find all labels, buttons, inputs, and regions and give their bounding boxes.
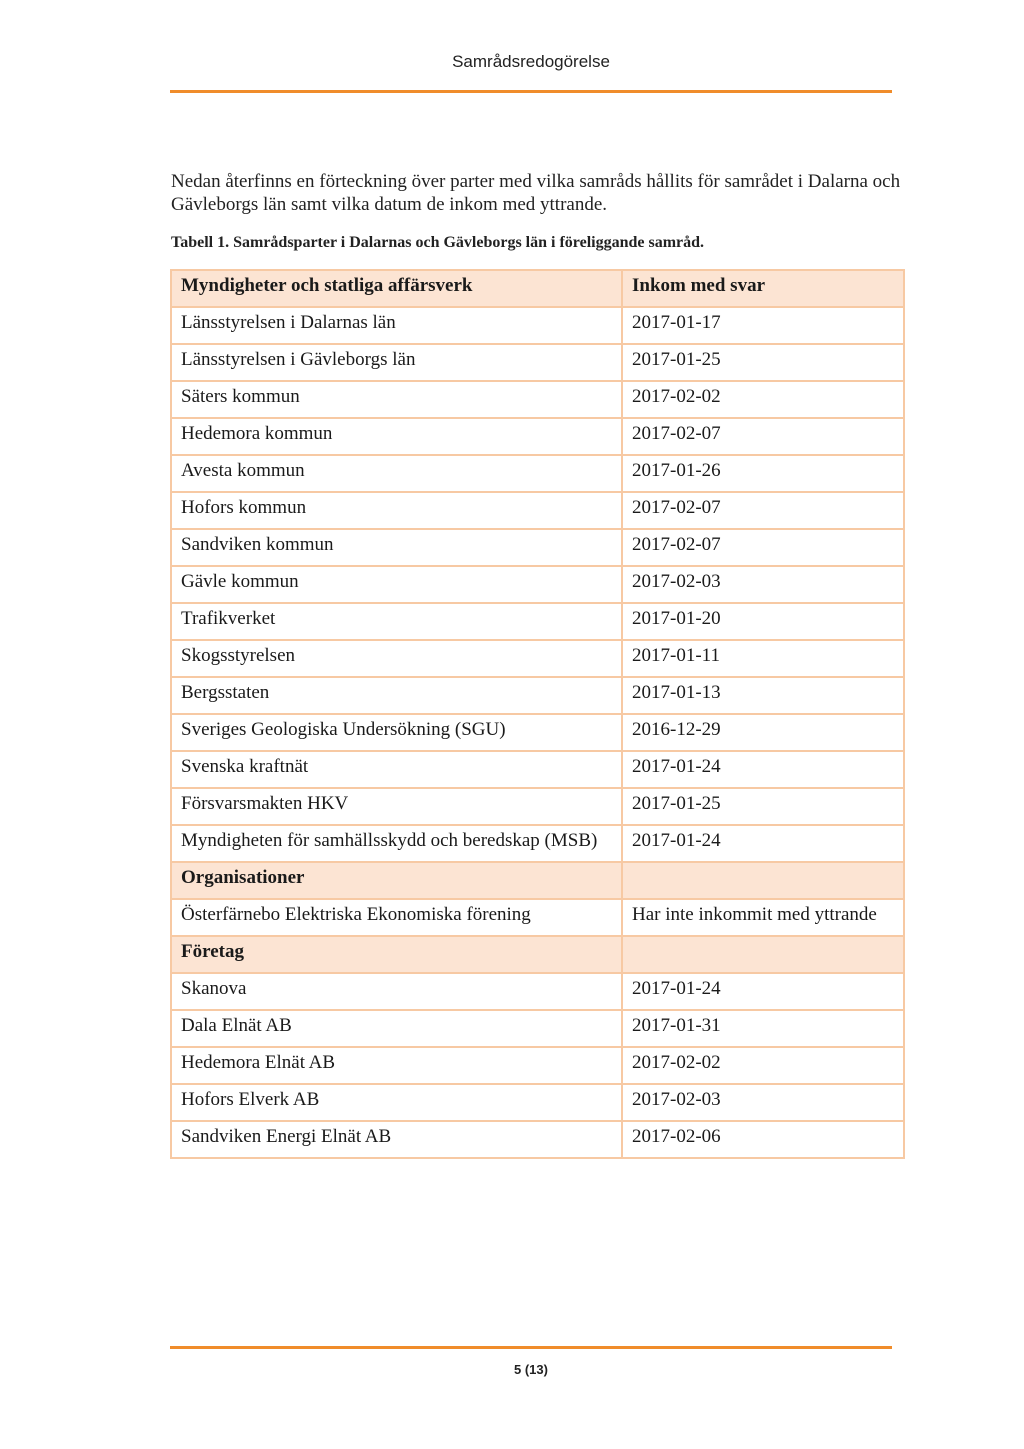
table-row [171,714,904,751]
table-row [171,381,904,418]
response-date-cell: 2017-02-06 [622,1121,904,1158]
response-date-cell: 2017-01-17 [622,307,904,344]
party-name-cell: Länsstyrelsen i Gävleborgs län [171,344,622,381]
response-date-cell: 2017-01-31 [622,1010,904,1047]
response-date-cell: 2017-02-07 [622,492,904,529]
response-date-cell: 2017-01-24 [622,825,904,862]
party-name-cell: Österfärnebo Elektriska Ekonomiska förening [171,899,622,936]
party-name-cell: Hedemora Elnät AB [171,1047,622,1084]
party-name-cell: Gävle kommun [171,566,622,603]
party-name-cell: Svenska kraftnät [171,751,622,788]
response-date-cell: 2017-01-13 [622,677,904,714]
intro-paragraph: Nedan återfinns en förteckning över parter med vilka samråds hållits för samrådet i Dalarna och Gävleborgs län samt vilka datum de inkom med yttrande. [171,171,901,215]
response-date-cell: 2017-01-11 [622,640,904,677]
table-row [171,418,904,455]
party-name-cell: Länsstyrelsen i Dalarnas län [171,307,622,344]
party-name-cell: Avesta kommun [171,455,622,492]
response-date-cell: Har inte inkommit med yttrande [622,899,904,936]
response-date-cell: 2017-01-26 [622,455,904,492]
party-name-cell: Bergsstaten [171,677,622,714]
party-name-cell: Sandviken kommun [171,529,622,566]
party-name-cell: Organisationer [171,862,622,899]
response-date-cell: 2017-02-03 [622,566,904,603]
response-date-cell [622,862,904,899]
party-name-cell: Säters kommun [171,381,622,418]
table-section-header [171,862,904,899]
response-date-cell: 2017-02-07 [622,529,904,566]
party-name-cell: Försvarsmakten HKV [171,788,622,825]
response-date-cell: Inkom med svar [622,270,904,307]
table-row [171,566,904,603]
response-date-cell: 2017-02-02 [622,381,904,418]
party-name-cell: Sandviken Energi Elnät AB [171,1121,622,1158]
table-section-header [171,936,904,973]
table-row [171,677,904,714]
response-date-cell: 2017-01-20 [622,603,904,640]
consultation-table [170,269,905,1159]
response-date-cell: 2017-02-07 [622,418,904,455]
response-date-cell: 2017-01-25 [622,788,904,825]
response-date-cell [622,936,904,973]
footer-rule [170,1346,892,1349]
response-date-cell: 2017-01-24 [622,973,904,1010]
party-name-cell: Hedemora kommun [171,418,622,455]
response-date-cell: 2017-01-25 [622,344,904,381]
party-name-cell: Hofors Elverk AB [171,1084,622,1121]
party-name-cell: Skanova [171,973,622,1010]
party-name-cell: Skogsstyrelsen [171,640,622,677]
table-row [171,307,904,344]
table-row [171,603,904,640]
party-name-cell: Myndigheten för samhällsskydd och beredskap (MSB) [171,825,622,862]
table-row [171,492,904,529]
table-row [171,1047,904,1084]
party-name-cell: Hofors kommun [171,492,622,529]
response-date-cell: 2017-01-24 [622,751,904,788]
table-row [171,899,904,936]
header-rule [170,90,892,93]
table-row [171,825,904,862]
table-row [171,973,904,1010]
page-number: 5 (13) [514,1362,548,1377]
party-name-cell: Sveriges Geologiska Undersökning (SGU) [171,714,622,751]
table-row [171,344,904,381]
page-header-title: Samrådsredogörelse [452,52,610,71]
response-date-cell: 2017-02-02 [622,1047,904,1084]
table-row [171,529,904,566]
table-row [171,1010,904,1047]
table-caption: Tabell 1. Samrådsparter i Dalarnas och Gävleborgs län i föreliggande samråd. [171,234,705,251]
party-name-cell: Dala Elnät AB [171,1010,622,1047]
table-row [171,1121,904,1158]
table-row [171,455,904,492]
table-row [171,751,904,788]
party-name-cell: Företag [171,936,622,973]
table-section-header [171,270,904,307]
response-date-cell: 2017-02-03 [622,1084,904,1121]
table-row [171,640,904,677]
table-row [171,1084,904,1121]
table-body [171,270,904,1158]
party-name-cell: Trafikverket [171,603,622,640]
response-date-cell: 2016-12-29 [622,714,904,751]
party-name-cell: Myndigheter och statliga affärsverk [171,270,622,307]
table-row [171,788,904,825]
